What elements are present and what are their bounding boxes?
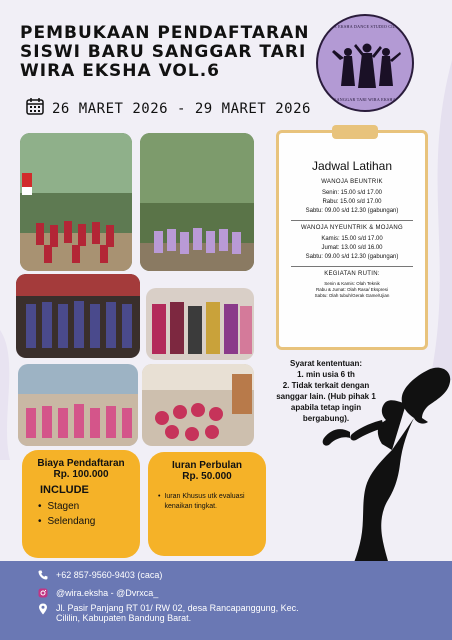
- schedule-group-1-line-3: Sabtu: 09.00 s/d 12.30 (gabungan): [305, 208, 399, 214]
- monthly-fee-amount: Rp. 50.000: [182, 471, 232, 482]
- studio-logo: [316, 14, 414, 112]
- schedule-clipboard: [276, 130, 428, 350]
- date-row: [26, 97, 311, 120]
- schedule-group-2-line-1: Kamis: 15.00 s/d 17.00: [321, 236, 383, 242]
- routine-line-3: Sabtu: Olah tubuh/Gerak Game/Ujian: [314, 293, 390, 298]
- date-range: 26 MARET 2026 - 29 MARET 2026: [52, 100, 311, 117]
- contact-phone[interactable]: +62 857-9560-9403 (caca): [56, 570, 163, 580]
- include-item: • Selendang: [38, 514, 130, 529]
- photo-indoor-circle: [142, 364, 254, 446]
- monthly-fee-note: Iuran Khusus utk evaluasi kenaikan tingkat.: [164, 493, 245, 510]
- registration-fee-card: [22, 450, 140, 558]
- photo-costume-portrait: [146, 288, 254, 360]
- schedule-group-1-line-2: Rabu: 15.00 s/d 17.00: [322, 199, 382, 205]
- clipboard-clip: [332, 125, 378, 139]
- monthly-fee-heading-block: [158, 460, 256, 482]
- routine-title: KEGIATAN RUTIN:: [324, 271, 380, 277]
- routine-line-1: Senin & Kamis: Olah Teknik: [324, 281, 380, 286]
- photo-outdoor-group-red: [20, 133, 132, 271]
- location-pin-icon: [38, 603, 48, 613]
- photo-group-certificates: [18, 364, 138, 446]
- requirement-item-2: 2. Tidak terkait dengan sanggar lain. (Hub pihak 1 apabila tetap ingin bergabung).: [276, 381, 376, 423]
- logo-ring-bottom-text: SANGGAR TARI WIRA EKSHA: [334, 97, 396, 102]
- include-item: • Stagen: [38, 499, 130, 514]
- requirements-heading: Syarat kententuan:: [289, 359, 363, 368]
- schedule-group-1-line-1: Senin: 15.00 s/d 17.00: [321, 190, 383, 196]
- schedule-group-2-line-2: Jumat: 13.00 s/d 16.00: [321, 245, 383, 251]
- phone-icon: [38, 570, 48, 580]
- contact-instagram[interactable]: @wira.eksha - @Dvrxca_: [56, 588, 159, 598]
- photo-outdoor-group-purple: [140, 133, 254, 271]
- logo-ring-top-text: WIRA EKSHA DANCE STUDIO CILILIN: [325, 24, 405, 29]
- instagram-icon: [38, 588, 48, 598]
- title-line-1: PEMBUKAAN PENDAFTARAN: [20, 23, 310, 43]
- requirement-item-1: 1. min usia 6 th: [297, 370, 355, 379]
- contact-footer: [0, 561, 452, 640]
- monthly-fee-card: [148, 452, 266, 556]
- bullet-icon: •: [158, 493, 161, 500]
- fee-amount: Rp. 100.000: [53, 469, 109, 480]
- calendar-icon: [26, 97, 44, 120]
- schedule-group-2-name: WANOJA NYEUNTRIK & MOJANG: [301, 225, 403, 231]
- requirements-block: [276, 358, 376, 424]
- include-label: INCLUDE: [40, 484, 89, 496]
- schedule-group-1-name: WANOJA BEUNTRIK: [321, 179, 383, 185]
- divider: [291, 266, 413, 267]
- photo-stage-performance: [16, 274, 140, 358]
- contact-address: Jl. Pasir Panjang RT 01/ RW 02, desa Rancapanggung, Kec. Cililin, Kabupaten Bandung Barat.: [56, 603, 299, 623]
- divider: [291, 220, 413, 221]
- schedule-group-2-line-3: Sabtu: 09.00 s/d 12.30 (gabungan): [305, 254, 399, 260]
- routine-line-2: Rabu & Jumat: Olah Rasa/ Ekspresi: [315, 287, 389, 292]
- title-line-3: WIRA EKSHA VOL.6: [20, 61, 221, 81]
- page-title: [20, 24, 310, 81]
- schedule-title: Jadwal Latihan: [311, 159, 393, 173]
- monthly-fee-heading: Iuran Perbulan: [171, 460, 242, 471]
- title-line-2: SISWI BARU SANGGAR TARI: [20, 42, 307, 62]
- fee-heading: Biaya Pendaftaran: [37, 458, 125, 469]
